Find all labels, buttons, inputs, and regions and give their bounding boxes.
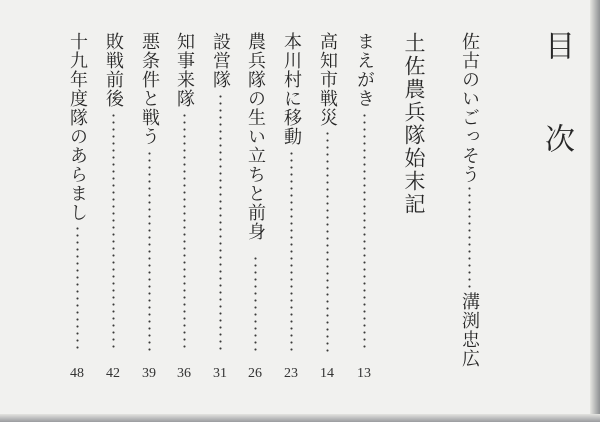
- toc-entry-page: 36: [177, 366, 191, 381]
- toc-entry-page: 31: [213, 366, 227, 381]
- book-edge-right: [590, 0, 600, 422]
- essay-author: 溝渕忠広: [459, 292, 480, 368]
- essay-leader: [468, 185, 471, 289]
- toc-entry-page: 48: [70, 366, 84, 381]
- toc-entry-page: 13: [357, 366, 371, 381]
- toc-entry-label: まえがき: [354, 32, 375, 108]
- toc-entry-leader: [148, 150, 151, 352]
- book-edge-bottom: [0, 414, 600, 422]
- toc-entry-label: 農兵隊の生い立ちと前身: [245, 32, 266, 241]
- toc-entry-page: 14: [320, 366, 334, 381]
- toc-entry-label: 高知市戦災: [317, 32, 338, 127]
- toc-entry-page: 39: [142, 366, 156, 381]
- toc-entry-leader: [76, 225, 79, 352]
- toc-entry-leader: [363, 112, 366, 352]
- toc-entry-label: 設営隊: [210, 32, 231, 89]
- toc-entry-label: 本川村に移動: [281, 32, 302, 146]
- toc-entry-leader: [183, 112, 186, 352]
- toc-title: 目 次: [539, 30, 574, 167]
- toc-entry-label: 敗戦前後: [103, 32, 124, 108]
- essay-title: 佐古のいごっそう: [459, 32, 480, 184]
- toc-entry-leader: [112, 112, 115, 352]
- toc-entry-leader: [326, 130, 329, 352]
- section-heading: 土佐農兵隊始末記: [402, 32, 426, 216]
- toc-entry-leader: [254, 255, 257, 352]
- toc-entry-leader: [219, 93, 222, 352]
- toc-entry-page: 23: [284, 366, 298, 381]
- toc-entry-label: 悪条件と戦う: [139, 32, 160, 146]
- toc-entry-label: 十九年度隊のあらまし: [67, 32, 88, 222]
- toc-entry-page: 42: [106, 366, 120, 381]
- toc-entry-page: 26: [248, 366, 262, 381]
- toc-entry-leader: [290, 150, 293, 352]
- toc-entry-label: 知事来隊: [174, 32, 195, 108]
